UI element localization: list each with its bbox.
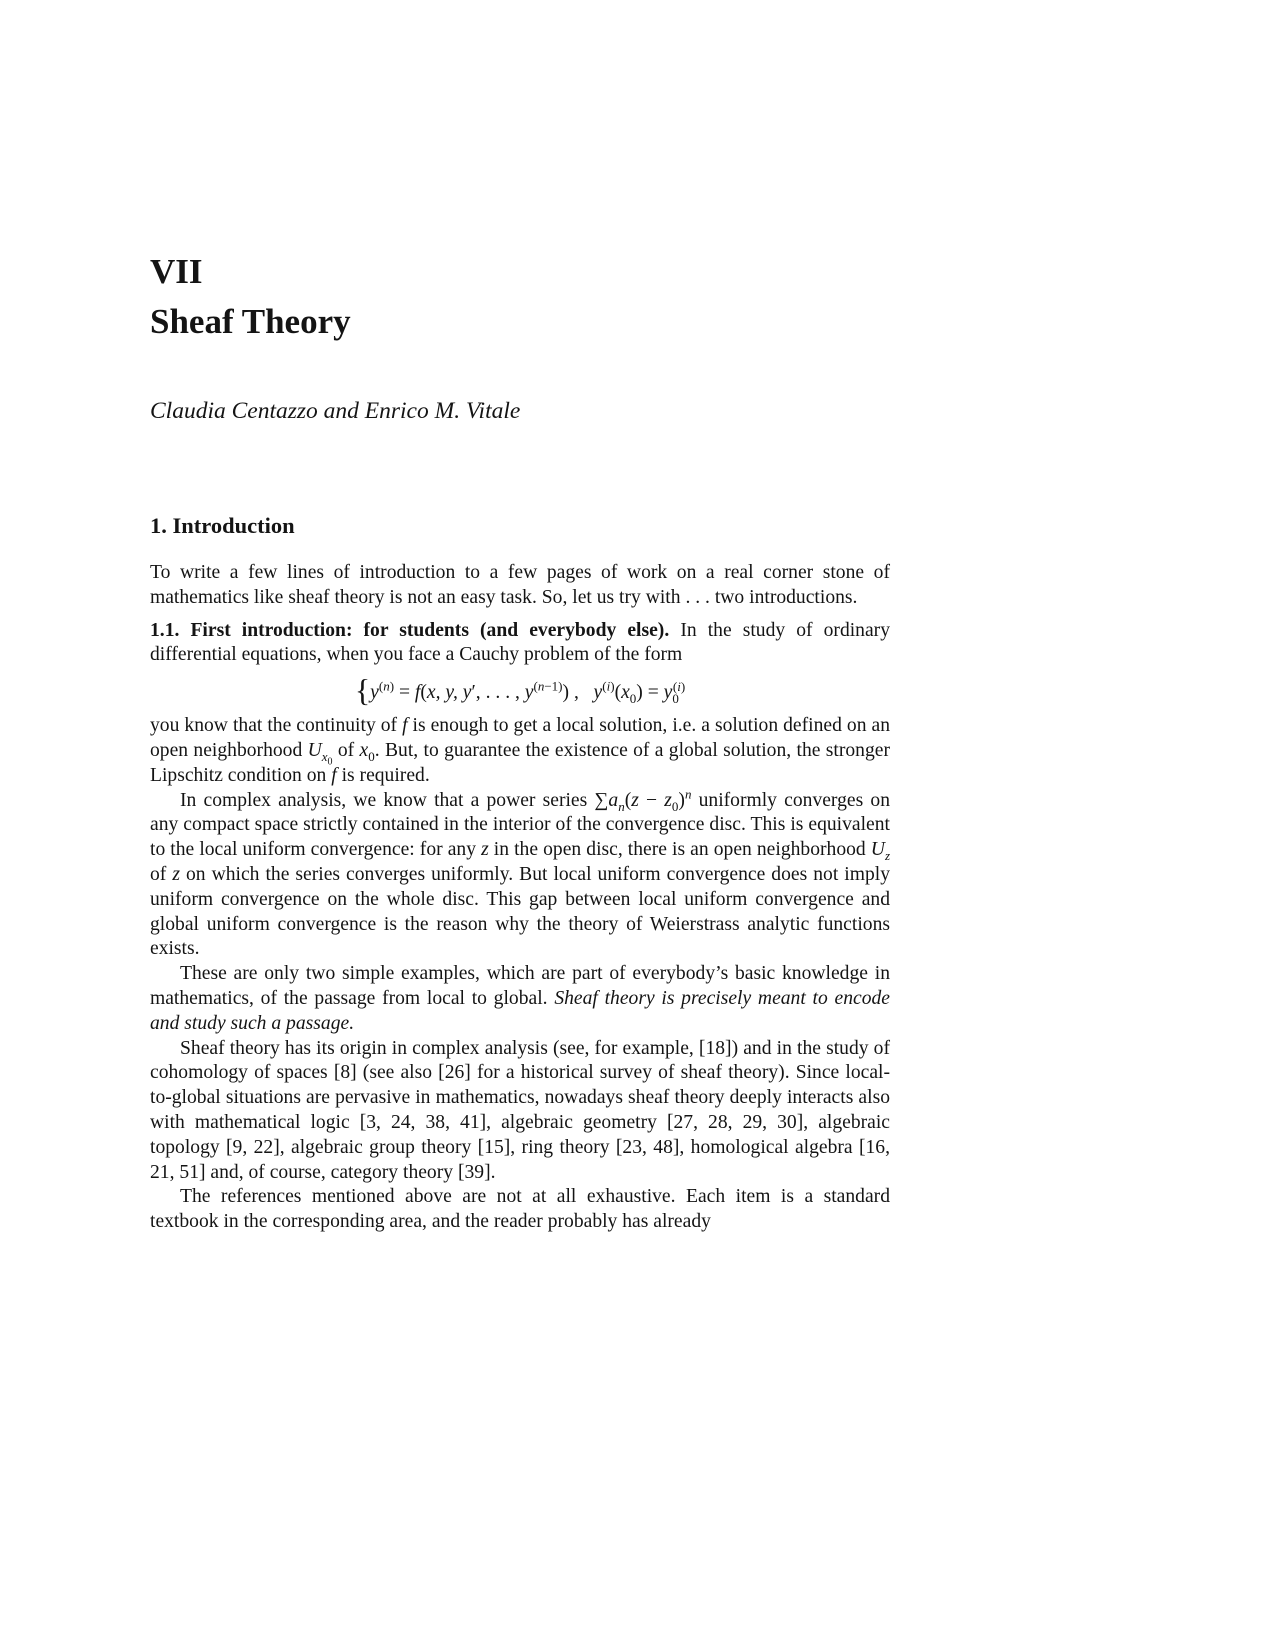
paragraph-1a: In the study of ordinary differential equations, when you face a Cauchy problem of the form [150,619,890,666]
subsection-paragraph [150,619,890,669]
paragraph-3 [150,962,890,1036]
chapter-title: Sheaf Theory [150,302,351,341]
section-heading: 1. Introduction [150,513,295,538]
authors: Claudia Centazzo and Enrico M. Vitale [150,398,521,424]
body-text [150,561,890,1235]
subsection-heading: 1.1. First introduction: for students (and everybody else). [150,619,670,641]
chapter-number: VII [150,252,203,291]
paragraph-5: The references mentioned above are not at all exhaustive. Each item is a standard textbook in the corresponding area, and the reader probably has already [150,1186,890,1233]
paragraph-2: In complex analysis, we know that a power series $\sum a_n(z - z_0)^n$ uniformly converges on any compact space strictly contained in the interior of the convergence disc. This is equivalent to the local uniform convergence: for any z in the open disc, there is an open neighborhood $U_z$ of z on which the series converges uniformly. But local uniform convergence does not imply uniform convergence on the whole disc. This gap between local uniform convergence and global uniform convergence is the reason why the theory of Weierstrass analytic functions exists. [150,786,891,960]
paragraph-4: Sheaf theory has its origin in complex analysis (see, for example, [18]) and in the study of cohomology of spaces [8] (see also [26] for a historical survey of sheaf theory). Since local-to-global situations are pervasive in mathematics, nowadays sheaf theory deeply interacts also with mathematical logic [3, 24, 38, 41], algebraic geometry [27, 28, 29, 30], algebraic topology [9, 22], algebraic group theory [15], ring theory [23, 48], homological algebra [16, 21, 51] and, of course, category theory [39]. [150,1037,890,1183]
paragraph-3-emphasis: Sheaf theory is precisely meant to encode and study such a passage. [150,987,890,1034]
paragraph-1b: you know that the continuity of f is enough to get a local solution, i.e. a solution defined on an open neighborhood $U_{x_0}$ of $x_0$. But, to guarantee the existence of a global solution, the stronger Lipschitz condition on f is required. [150,715,890,786]
intro-paragraph: To write a few lines of introduction to a few pages of work on a real corner stone of mathematics like sheaf theory is not an easy task. So, let us try with . . . two introductions. [150,562,890,608]
cauchy-equation: {$y^{(n)} = f(x$, y, y′, . . . , $y^{(n-1)}$) , $y^{(i)}(x_0) = y_0^{(i)}$ [354,672,686,709]
paragraph-3-start: These are only two simple examples, which are part of everybody’s basic knowledge in mathematics, of the passage from local to global. [150,963,890,1009]
